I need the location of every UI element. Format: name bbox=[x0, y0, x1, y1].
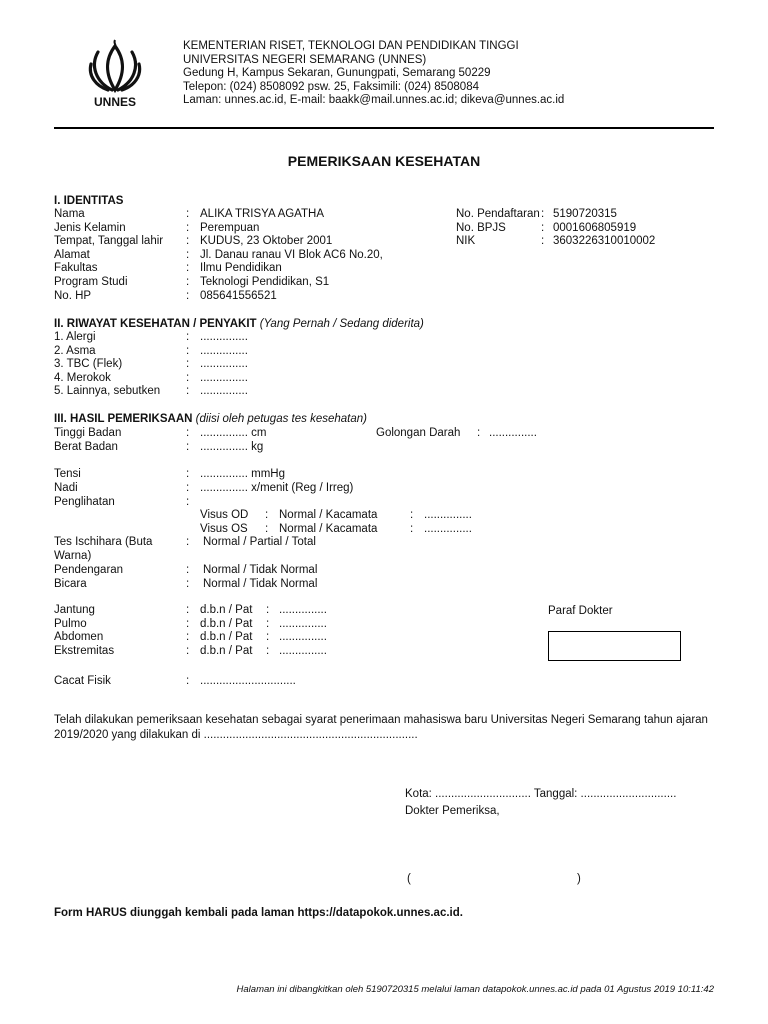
label-berat: Berat Badan bbox=[54, 441, 118, 453]
colon: : bbox=[186, 496, 190, 508]
label-pulmo: Pulmo bbox=[54, 617, 87, 630]
upload-instruction: Form HARUS diunggah kembali pada laman https://datapokok.unnes.ac.id. bbox=[54, 907, 463, 919]
value-nik: 3603226310010002 bbox=[553, 235, 656, 248]
unnes-emblem-icon bbox=[84, 38, 146, 114]
kota-tanggal-line: Kota: .............................. Tanggal: .............................. bbox=[405, 788, 677, 800]
colon: : bbox=[186, 482, 190, 494]
colon: : bbox=[186, 331, 190, 343]
label-jantung: Jantung bbox=[54, 604, 95, 616]
colon: : bbox=[186, 578, 190, 590]
value-nadi: ............... x/menit (Reg / Irreg) bbox=[200, 482, 354, 494]
colon: : bbox=[186, 248, 190, 261]
colon: : bbox=[186, 358, 190, 371]
value-pendengaran: Normal / Tidak Normal bbox=[203, 564, 318, 576]
label-golongan-darah: Golongan Darah bbox=[376, 427, 461, 439]
header-ministry: KEMENTERIAN RISET, TEKNOLOGI DAN PENDIDIKAN TINGGI bbox=[183, 40, 519, 52]
extra-visus-os: ............... bbox=[424, 523, 472, 535]
extra-pulmo: ............... bbox=[279, 617, 327, 630]
extra-abdomen: ............... bbox=[279, 631, 327, 644]
colon: : bbox=[186, 371, 190, 384]
colon: : bbox=[186, 262, 190, 275]
identitas-values bbox=[200, 208, 383, 303]
value-merokok: ............... bbox=[200, 371, 248, 384]
colon: : bbox=[186, 427, 190, 439]
value-tensi: ............... mmHg bbox=[200, 468, 285, 480]
identitas-labels bbox=[54, 208, 163, 303]
colon: : bbox=[186, 675, 190, 687]
riwayat-colons bbox=[186, 331, 189, 399]
label-ishihara-line2: Warna) bbox=[54, 550, 92, 562]
header-university: UNIVERSITAS NEGERI SEMARANG (UNNES) bbox=[183, 53, 427, 66]
label-tinggi: Tinggi Badan bbox=[54, 427, 122, 439]
colon: : bbox=[266, 631, 270, 644]
label-asma: 2. Asma bbox=[54, 344, 96, 357]
colon: : bbox=[186, 289, 190, 302]
label-cacat-fisik: Cacat Fisik bbox=[54, 675, 111, 687]
organ-colons-2 bbox=[266, 604, 269, 658]
value-berat: ............... kg bbox=[200, 441, 264, 453]
value-tinggi: ............... cm bbox=[200, 427, 267, 439]
riwayat-heading-line bbox=[54, 317, 424, 331]
dokter-pemeriksa-label: Dokter Pemeriksa, bbox=[405, 805, 500, 817]
label-ttl: Tempat, Tanggal lahir bbox=[54, 235, 164, 248]
label-ekstremitas: Ekstremitas bbox=[54, 644, 115, 657]
riwayat-heading: II. RIWAYAT KESEHATAN / PENYAKIT bbox=[54, 318, 257, 330]
signature-open-paren: ( bbox=[407, 873, 411, 885]
identitas-right-values bbox=[553, 208, 655, 249]
label-alergi: 1. Alergi bbox=[54, 331, 96, 343]
hasil-heading-note: (diisi oleh petugas tes kesehatan) bbox=[195, 413, 367, 425]
colon: : bbox=[541, 208, 545, 220]
statement-paragraph: Telah dilakukan pemeriksaan kesehatan sebagai syarat penerimaan mahasiswa baru Universitas Negeri Semarang tahun ajaran 2019/2020 yang dilakukan di ................................................................... bbox=[54, 714, 708, 741]
label-lainnya: 5. Lainnya, sebutken bbox=[54, 385, 161, 398]
header-phone: Telepon: (024) 8508092 psw. 25, Faksimili: (024) 8508084 bbox=[183, 80, 479, 93]
value-nama: ALIKA TRISYA AGATHA bbox=[200, 208, 324, 220]
value-jenis-kelamin: Perempuan bbox=[200, 221, 260, 234]
label-pendengaran: Pendengaran bbox=[54, 564, 124, 576]
label-no-bpjs: No. BPJS bbox=[456, 221, 506, 234]
generated-note: Halaman ini dibangkitkan oleh 5190720315 melalui laman datapokok.unnes.ac.id pada 01 Agustus 2019 10:11:42 bbox=[236, 984, 714, 995]
value-prodi: Teknologi Pendidikan, S1 bbox=[200, 275, 330, 288]
institution-header bbox=[183, 40, 564, 108]
paraf-dokter-box[interactable] bbox=[548, 631, 681, 661]
label-prodi: Program Studi bbox=[54, 275, 128, 288]
identitas-right-colons bbox=[541, 208, 544, 249]
organ-colons bbox=[186, 604, 189, 658]
riwayat-labels bbox=[54, 331, 160, 399]
value-no-bpjs: 0001606805919 bbox=[553, 221, 637, 234]
label-merokok: 4. Merokok bbox=[54, 371, 111, 384]
label-jenis-kelamin: Jenis Kelamin bbox=[54, 221, 126, 234]
value-tbc: ............... bbox=[200, 358, 248, 371]
label-fakultas: Fakultas bbox=[54, 262, 98, 275]
colon: : bbox=[186, 208, 190, 220]
colon: : bbox=[186, 468, 190, 480]
logo-text: UNNES bbox=[93, 95, 137, 109]
paraf-dokter-label: Paraf Dokter bbox=[548, 605, 613, 617]
label-tensi: Tensi bbox=[54, 468, 81, 480]
identitas-colons bbox=[186, 208, 189, 303]
value-lainnya: ............... bbox=[200, 385, 248, 398]
colon: : bbox=[265, 523, 269, 535]
colon: : bbox=[265, 509, 269, 521]
colon: : bbox=[410, 523, 414, 535]
value-ekstremitas: d.b.n / Pat bbox=[200, 644, 253, 657]
label-alamat: Alamat bbox=[54, 248, 90, 261]
colon: : bbox=[266, 644, 270, 657]
extra-jantung: ............... bbox=[279, 604, 327, 616]
header-divider bbox=[54, 127, 714, 129]
identitas-heading: I. IDENTITAS bbox=[54, 195, 124, 207]
colon: : bbox=[186, 275, 190, 288]
label-no-hp: No. HP bbox=[54, 289, 92, 302]
colon: : bbox=[266, 604, 270, 616]
value-golongan-darah: ............... bbox=[489, 427, 537, 439]
unnes-logo bbox=[84, 38, 146, 114]
riwayat-values bbox=[200, 331, 248, 399]
colon: : bbox=[186, 344, 190, 357]
colon: : bbox=[410, 509, 414, 521]
colon: : bbox=[186, 235, 190, 248]
value-alergi: ............... bbox=[200, 331, 248, 343]
colon: : bbox=[186, 631, 190, 644]
value-visus-od: Normal / Kacamata bbox=[279, 509, 378, 521]
label-ishihara-line1: Tes Ischihara (Buta bbox=[54, 536, 153, 548]
header-web: Laman: unnes.ac.id, E-mail: baakk@mail.unnes.ac.id; dikeva@unnes.ac.id bbox=[183, 94, 565, 107]
signature-close-paren: ) bbox=[577, 873, 581, 885]
value-pulmo: d.b.n / Pat bbox=[200, 617, 253, 630]
colon: : bbox=[477, 427, 481, 439]
value-bicara: Normal / Tidak Normal bbox=[203, 578, 318, 590]
header-address: Gedung H, Kampus Sekaran, Gunungpati, Semarang 50229 bbox=[183, 67, 491, 80]
label-nik: NIK bbox=[456, 235, 476, 248]
riwayat-heading-note: (Yang Pernah / Sedang diderita) bbox=[259, 318, 424, 330]
value-ttl: KUDUS, 23 Oktober 2001 bbox=[200, 235, 333, 248]
page-title: PEMERIKSAAN KESEHATAN bbox=[287, 153, 481, 169]
colon: : bbox=[186, 441, 190, 453]
value-jantung: d.b.n / Pat bbox=[200, 604, 253, 616]
hasil-heading: III. HASIL PEMERIKSAAN bbox=[54, 413, 193, 425]
identitas-right-labels bbox=[456, 208, 540, 249]
value-fakultas: Ilmu Pendidikan bbox=[200, 262, 282, 275]
value-alamat: Jl. Danau ranau VI Blok AC6 No.20, bbox=[200, 248, 383, 261]
label-no-pendaftaran: No. Pendaftaran bbox=[456, 208, 540, 220]
colon: : bbox=[186, 604, 190, 616]
colon: : bbox=[186, 644, 190, 657]
label-visus-od: Visus OD bbox=[200, 509, 249, 521]
colon: : bbox=[186, 221, 190, 234]
organ-extras bbox=[279, 604, 327, 658]
colon: : bbox=[186, 536, 190, 548]
hasil-heading-line bbox=[54, 412, 367, 426]
extra-ekstremitas: ............... bbox=[279, 644, 327, 657]
value-abdomen: d.b.n / Pat bbox=[200, 631, 253, 644]
colon: : bbox=[541, 221, 545, 234]
value-no-hp: 085641556521 bbox=[200, 289, 277, 302]
colon: : bbox=[266, 617, 270, 630]
colon: : bbox=[186, 564, 190, 576]
colon: : bbox=[541, 235, 545, 248]
label-penglihatan: Penglihatan bbox=[54, 496, 115, 508]
value-asma: ............... bbox=[200, 344, 248, 357]
value-cacat-fisik: .............................. bbox=[200, 675, 296, 687]
label-visus-os: Visus OS bbox=[200, 523, 248, 535]
extra-visus-od: ............... bbox=[424, 509, 472, 521]
colon: : bbox=[186, 385, 190, 398]
value-visus-os: Normal / Kacamata bbox=[279, 523, 378, 535]
organ-labels bbox=[54, 604, 114, 658]
label-bicara: Bicara bbox=[54, 578, 87, 590]
label-nama: Nama bbox=[54, 208, 85, 220]
organ-values bbox=[200, 604, 252, 658]
label-abdomen: Abdomen bbox=[54, 631, 104, 644]
colon: : bbox=[186, 617, 190, 630]
label-tbc: 3. TBC (Flek) bbox=[54, 358, 123, 371]
value-no-pendaftaran: 5190720315 bbox=[553, 208, 617, 220]
label-nadi: Nadi bbox=[54, 482, 78, 494]
value-ishihara: Normal / Partial / Total bbox=[203, 536, 316, 548]
